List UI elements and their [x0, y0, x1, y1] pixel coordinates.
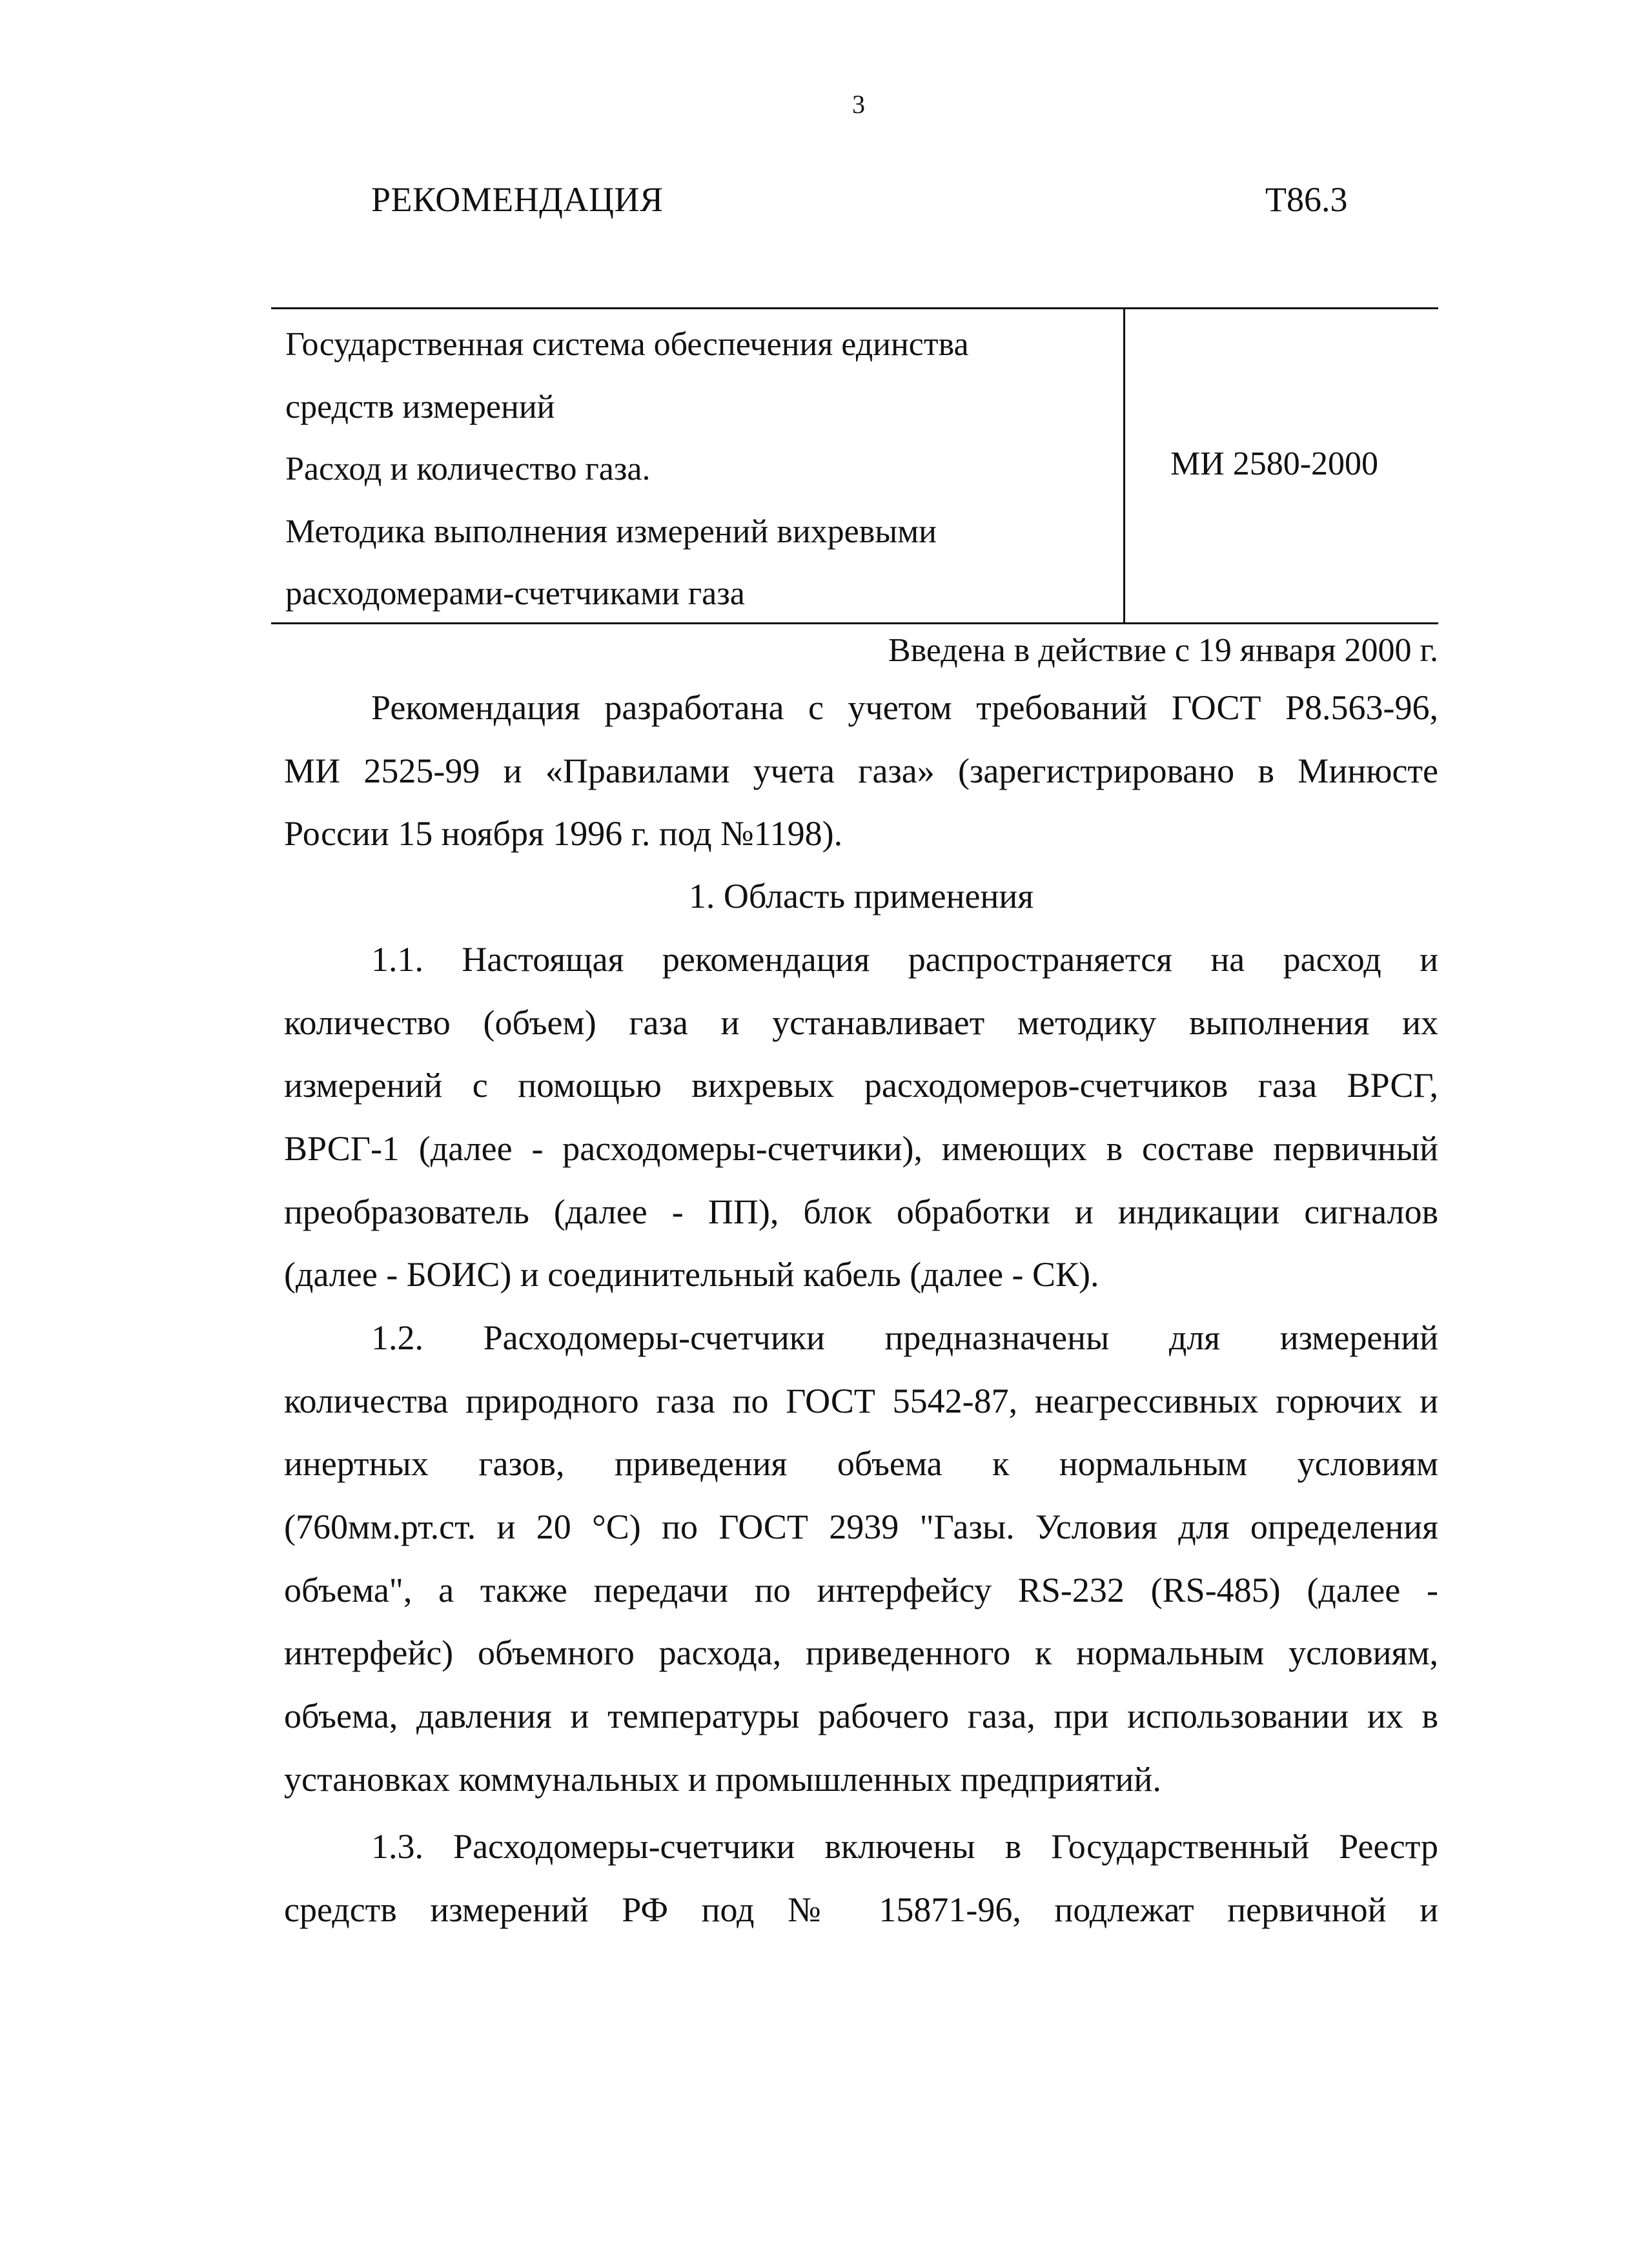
paragraph-line: измерений с помощью вихревых расходомеров-счетчиков газа ВРСГ, [284, 1066, 1438, 1105]
paragraph-line: количество (объем) газа и устанавливает методику выполнения их [284, 1003, 1438, 1042]
paragraph-1-1 [284, 928, 1438, 1307]
paragraph-line: инертных газов, приведения объема к нормальным условиям [284, 1444, 1438, 1484]
paragraph-line: количества природного газа по ГОСТ 5542-87, неагрессивных горючих и [284, 1381, 1438, 1420]
paragraph-line: 1.1. Настоящая рекомендация распространяется на расход и [371, 940, 1438, 979]
title-line: Государственная система обеспечения единства [285, 326, 969, 363]
title-line: расходомерами-счетчиками газа [285, 575, 745, 612]
paragraph-line: преобразователь (далее - ПП), блок обработки и индикации сигналов [284, 1192, 1438, 1231]
paragraph-line: 1.3. Расходомеры-счетчики включены в Государственный Реестр [371, 1827, 1438, 1866]
paragraph-line: 1.2. Расходомеры-счетчики предназначены для измерений [371, 1318, 1438, 1357]
paragraph-line: объема", а также передачи по интерфейсу RS-232 (RS-485) (далее - [284, 1570, 1438, 1609]
paragraph-line: объема, давления и температуры рабочего газа, при использовании их в [284, 1697, 1438, 1736]
standard-designation: МИ 2580-2000 [1170, 445, 1379, 482]
preamble-line: России 15 ноября 1996 г. под №1198). [284, 814, 843, 853]
paragraph-1-2 [284, 1307, 1438, 1812]
title-block-top-rule [271, 307, 1438, 309]
title-line: Расход и количество газа. [285, 451, 651, 487]
preamble-line: Рекомендация разработана с учетом требований ГОСТ Р8.563-96, [371, 688, 1438, 727]
paragraph-line: (далее - БОИС) и соединительный кабель (далее - СК). [284, 1255, 1099, 1294]
title-block [271, 307, 1438, 624]
paragraph-line: (760мм.рт.ст. и 20 °С) по ГОСТ 2939 "Газы. Условия для определения [284, 1507, 1438, 1547]
preamble-line: МИ 2525-99 и «Правилами учета газа» (зарегистрировано в Минюсте [284, 751, 1438, 790]
paragraph-line: установках коммунальных и промышленных предприятий. [284, 1759, 1161, 1799]
page-number: 3 [852, 90, 865, 119]
title-block-text [285, 314, 1118, 626]
document-code: Т86.3 [1265, 180, 1348, 219]
document-type-heading: РЕКОМЕНДАЦИЯ [371, 180, 664, 219]
section-heading: 1. Область применения [688, 877, 1034, 915]
title-line: средств измерений [285, 388, 555, 425]
paragraph-line: средств измерений РФ под № 15871-96, подлежат первичной и [284, 1890, 1438, 1929]
paragraph-line: ВРСГ-1 (далее - расходомеры-счетчики), имеющих в составе первичный [284, 1129, 1438, 1169]
preamble-paragraph [284, 677, 1438, 866]
paragraph-line: интерфейс) объемного расхода, приведенного к нормальным условиям, [284, 1633, 1438, 1673]
effective-date: Введена в действие с 19 января 2000 г. [888, 632, 1438, 669]
title-line: Методика выполнения измерений вихревыми [285, 513, 937, 550]
paragraph-1-3 [284, 1815, 1438, 1941]
